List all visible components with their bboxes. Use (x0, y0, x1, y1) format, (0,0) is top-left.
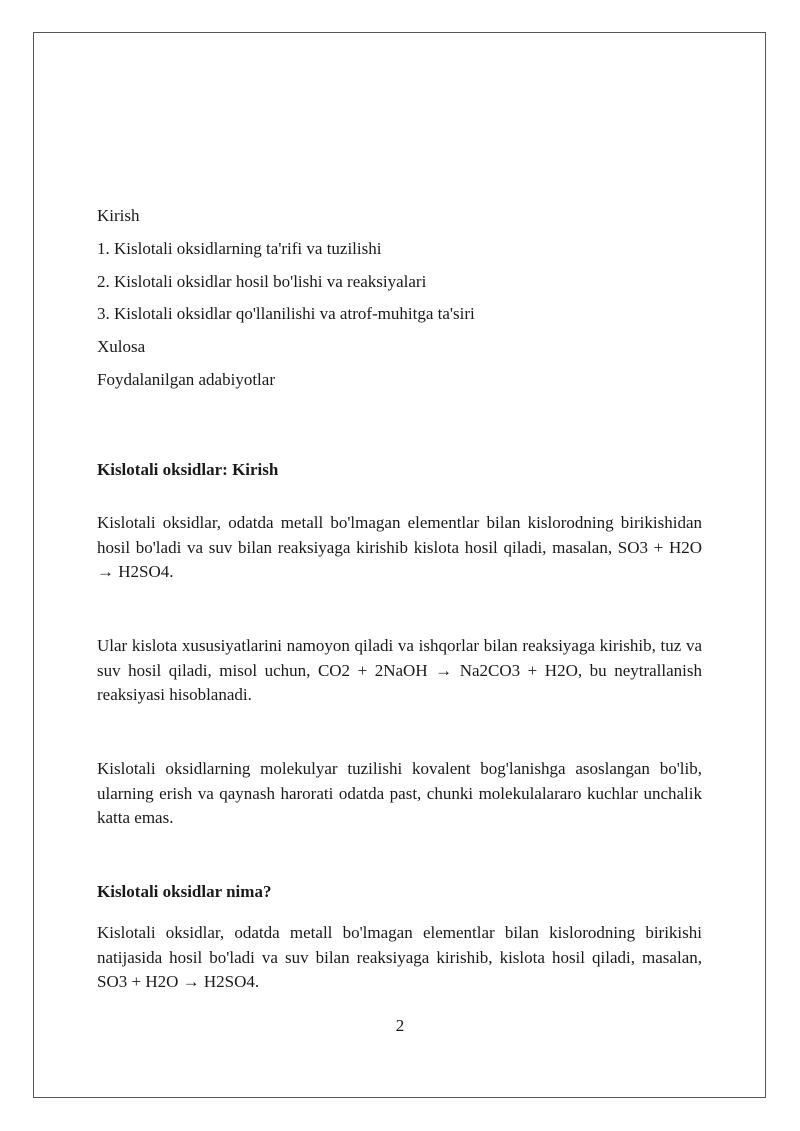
toc-item-chapter-2[interactable]: 2. Kislotali oksidlar hosil bo'lishi va reaksiyalari (97, 271, 427, 291)
paragraph: Kislotali oksidlar, odatda metall bo'lmagan elementlar bilan kislorodning birikishi natijasida hosil bo'ladi va suv bilan reaksiyaga kirishib, kislota hosil qiladi, masalan, SO3 + H2O → H2SO4. (97, 923, 702, 991)
table-of-contents (97, 200, 707, 397)
section-heading-what-are-acidic-oxides: Kislotali oksidlar nima? (97, 882, 272, 901)
paragraph: Kislotali oksidlarning molekulyar tuzilishi kovalent bog'lanishga asoslangan bo'lib, ularning erish va qaynash harorati odatda past, chunki molekulalararo kuchlar unchalik katta emas. (97, 759, 702, 827)
toc-item-conclusion[interactable]: Xulosa (97, 337, 146, 357)
toc-item-introduction[interactable]: Kirish (97, 206, 140, 225)
toc-item-references[interactable]: Foydalanilgan adabiyotlar (97, 369, 275, 389)
page-number: 2 (395, 1016, 405, 1035)
paragraph: Ular kislota xususiyatlarini namoyon qiladi va ishqorlar bilan reaksiyaga kirishib, tuz va suv hosil qiladi, misol uchun, CO2 + 2NaOH → Na2CO3 + H2O, bu neytrallanish reaksiyasi hisoblanadi. (97, 636, 702, 704)
toc-item-chapter-3[interactable]: 3. Kislotali oksidlar qo'llanilishi va atrof-muhitga ta'siri (97, 304, 475, 324)
paragraph: Kislotali oksidlar, odatda metall bo'lmagan elementlar bilan kislorodning birikishidan hosil bo'ladi va suv bilan reaksiyaga kirishib kislota hosil qiladi, masalan, SO3 + H2O → H2SO4. (97, 513, 702, 581)
toc-item-chapter-1[interactable]: 1. Kislotali oksidlarning ta'rifi va tuzilishi (97, 238, 382, 258)
section-heading-introduction: Kislotali oksidlar: Kirish (97, 460, 279, 479)
